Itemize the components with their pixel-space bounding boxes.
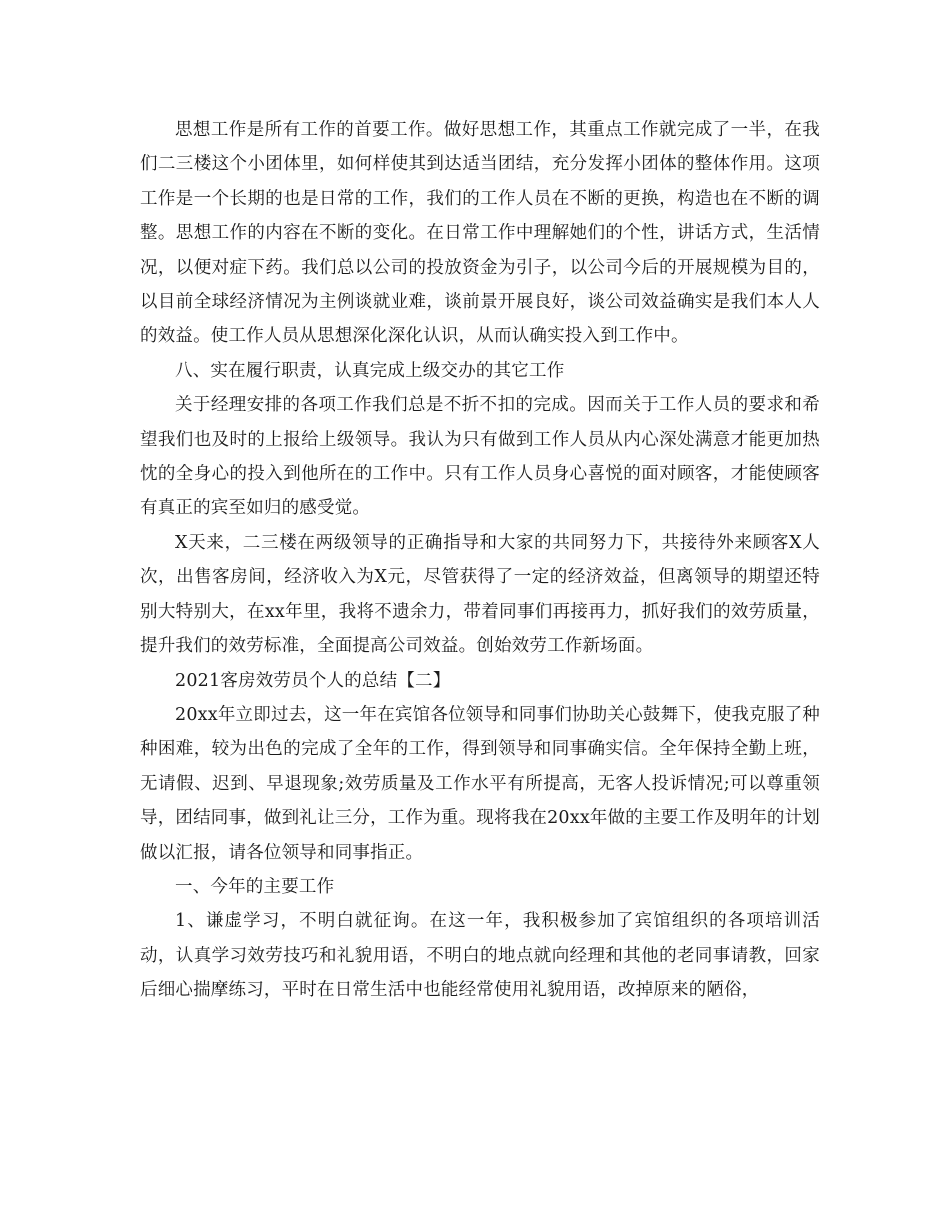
paragraph-humble-learning: 1、谦虚学习，不明白就征询。在这一年，我积极参加了宾馆组织的各项培训活动，认真学习效劳技巧和礼貌用语，不明白的地点就向经理和其他的老同事请教，回家后细心揣摩练习，平时在日常生活中也能经常使用礼貌用语，改掉原来的陋俗， — [140, 911, 820, 1001]
document-subtitle-part-two: 2021客房效劳员个人的总结【二】 — [175, 670, 451, 691]
paragraph-year-review: 20xx年立即过去，这一年在宾馆各位领导和同事们协助关心鼓舞下，使我克服了种种困难，较为出色的完成了全年的工作，得到领导和同事确实信。全年保持全勤上班，无请假、迟到、早退现象;效劳质量及工作水平有所提高，无客人投诉情况;可以尊重领导，团结同事，做到礼让三分，工作为重。现将我在20xx年做的主要工作及明年的计划做以汇报，请各位领导和同事指正。 — [140, 704, 821, 863]
document-body — [140, 113, 820, 1008]
section-heading-eight: 八、实在履行职责，认真完成上级交办的其它工作 — [175, 360, 565, 381]
paragraph-results-summary: X天来，二三楼在两级领导的正确指导和大家的共同努力下，共接待外来顾客X人次，出售客房间，经济收入为X元，尽管获得了一定的经济效益，但离领导的期望还特别大特别大，在xx年里，我将不遗余力，带着同事们再接再力，抓好我们的效劳质量，提升我们的效劳标准，全面提高公司效益。创始效劳工作新场面。 — [140, 532, 820, 657]
section-heading-main-work: 一、今年的主要工作 — [175, 876, 335, 897]
paragraph-manager-tasks: 关于经理安排的各项工作我们总是不折不扣的完成。因而关于工作人员的要求和希望我们也及时的上报给上级领导。我认为只有做到工作人员从内心深处满意才能更加热忱的全身心的投入到他所在的工作中。只有工作人员身心喜悦的面对顾客，才能使顾客有真正的宾至如归的感受觉。 — [140, 395, 820, 519]
paragraph-ideological-work: 思想工作是所有工作的首要工作。做好思想工作，其重点工作就完成了一半，在我们二三楼这个小团体里，如何样使其到达适当团结，充分发挥小团体的整体作用。这项工作是一个长期的也是日常的工作，我们的工作人员在不断的更换，构造也在不断的调整。思想工作的内容在不断的变化。在日常工作中理解她们的个性，讲话方式，生活情况，以便对症下药。我们总以公司的投放资金为引子，以公司今后的开展规模为目的，以目前全球经济情况为主例谈就业难，谈前景开展良好，谈公司效益确实是我们本人人的效益。使工作人员从思想深化深化认识，从而认确实投入到工作中。 — [140, 120, 820, 347]
